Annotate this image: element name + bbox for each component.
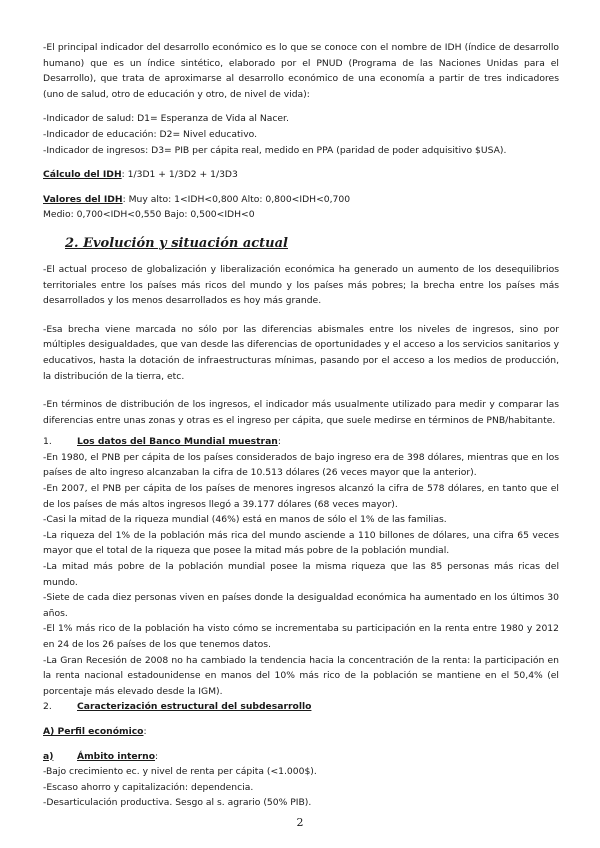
idh-calculation-label: Cálculo del IDH	[43, 169, 122, 181]
indicator-income: -Indicador de ingresos: D3= PIB per cápita real, medido en PPA (paridad de poder adquisitivo $USA).	[43, 144, 507, 156]
list-item: -Bajo crecimiento ec. y nivel de renta per cápita (<1.000$).	[43, 766, 317, 778]
economic-profile-heading	[43, 724, 559, 740]
internal-scope-colon: :	[155, 750, 159, 762]
section-heading: 2. Evolución y situación actual	[65, 235, 288, 251]
indicator-education: -Indicador de educación: D2= Nivel educativo.	[43, 128, 258, 140]
section2-paragraph-2: -Esa brecha viene marcada no sólo por las diferencias abismales entre los niveles de ingresos, sino por múltiples desigualdades, que van desde las diferencias de oportunidades y el acceso a los servicios sanitarios y educativos, hasta la dotación de infraestructuras mínimas, pasando por el acceso a los medios de producción, la distribución de la tierra, etc.	[43, 323, 559, 382]
list-item: -La Gran Recesión de 2008 no ha cambiado la tendencia hacia la concentración de la renta: la participación en la renta nacional estadounidense en manos del 10% más rico de la población se mantiene en el 50,4% (el porcentaje más elevado desde la IGM).	[43, 654, 559, 697]
section2-paragraph-3: -En términos de distribución de los ingresos, el indicador más usualmente utilizado para medir y comparar las diferencias entre unas zonas y otras es el ingreso per cápita, que suele medirse en términos de PNB/habitante.	[43, 399, 559, 426]
indicator-health: -Indicador de salud: D1= Esperanza de Vida al Nacer.	[43, 113, 289, 125]
internal-scope-heading	[43, 749, 559, 765]
page-number: 2	[296, 816, 304, 829]
idh-values-line1: : Muy alto: 1<IDH<0,800 Alto: 0,800<IDH<0,700	[122, 193, 351, 205]
idh-values-label: Valores del IDH	[43, 193, 123, 205]
idh-intro-paragraph: -El principal indicador del desarrollo económico es lo que se conoce con el nombre de IDH (índice de desarrollo humano) que es un índice sintético, elaborado por el PNUD (Programa de las Naciones Unidas para el Desarrollo), que trata de aproximarse al desarrollo económico de una economía a partir de tres indicadores (uno de salud, otro de educación y otro, de nivel de vida):	[43, 42, 559, 100]
list1-title: Los datos del Banco Mundial muestran	[77, 436, 278, 448]
economic-profile-colon: :	[143, 725, 147, 737]
list2-title: Caracterización estructural del subdesarrollo	[77, 701, 312, 713]
economic-profile-label: A) Perfil económico	[43, 725, 144, 737]
list-item: -Escaso ahorro y capitalización: dependencia.	[43, 781, 254, 793]
list-item: -Casi la mitad de la riqueza mundial (46%) está en manos de sólo el 1% de las familias.	[43, 514, 447, 526]
idh-values	[43, 192, 559, 208]
list-item: -En 1980, el PNB per cápita de los países considerados de bajo ingreso era de 398 dólares, mientras que en los países de alto ingreso alcanzaban la cifra de 10.513 dólares (26 veces mayor que la anterior).	[43, 451, 559, 479]
list-item: -En 2007, el PNB per cápita de los países de menores ingresos alcanzó la cifra de 578 dólares, en tanto que el de los países de más altos ingresos llegó a 39.177 dólares (68 veces mayor).	[43, 483, 559, 510]
list-item: -Siete de cada diez personas viven en países donde la desigualdad económica ha aumentado en los últimos 30 años.	[43, 592, 559, 619]
list-item: -El 1% más rico de la población ha visto cómo se incrementaba su participación en la renta entre 1980 y 2012 en 24 de los 26 países de los que tenemos datos.	[43, 623, 559, 650]
list1-heading	[43, 434, 559, 450]
list2-heading	[43, 699, 559, 715]
list-item: -La mitad más pobre de la población mundial posee la misma riqueza que las 85 personas más ricas del mundo.	[43, 561, 559, 588]
idh-calculation-value: : 1/3D1 + 1/3D2 + 1/3D3	[121, 169, 238, 181]
idh-calculation	[43, 167, 559, 183]
list2-number: 2.	[43, 701, 52, 713]
page-content	[43, 40, 559, 811]
internal-scope-letter: a)	[43, 750, 54, 762]
list-item: -La riqueza del 1% de la población más rica del mundo asciende a 110 billones de dólares, una cifra 65 veces mayor que el total de la riqueza que posee la mitad más pobre de la población mundial.	[43, 529, 559, 557]
internal-scope-label: Ámbito interno	[77, 750, 156, 762]
list1-number: 1.	[43, 436, 52, 448]
list-item: -Desarticulación productiva. Sesgo al s. agrario (50% PIB).	[43, 797, 312, 809]
section2-paragraph-1: -El actual proceso de globalización y liberalización económica ha generado un aumento de los desequilibrios territoriales entre los países más ricos del mundo y los países más pobres; la brecha entre los países más desarrollados y los menos desarrollados es hoy más grande.	[43, 263, 559, 307]
idh-values-line2: Medio: 0,700<IDH<0,550 Bajo: 0,500<IDH<0	[43, 209, 255, 221]
list1-colon: :	[277, 436, 281, 448]
